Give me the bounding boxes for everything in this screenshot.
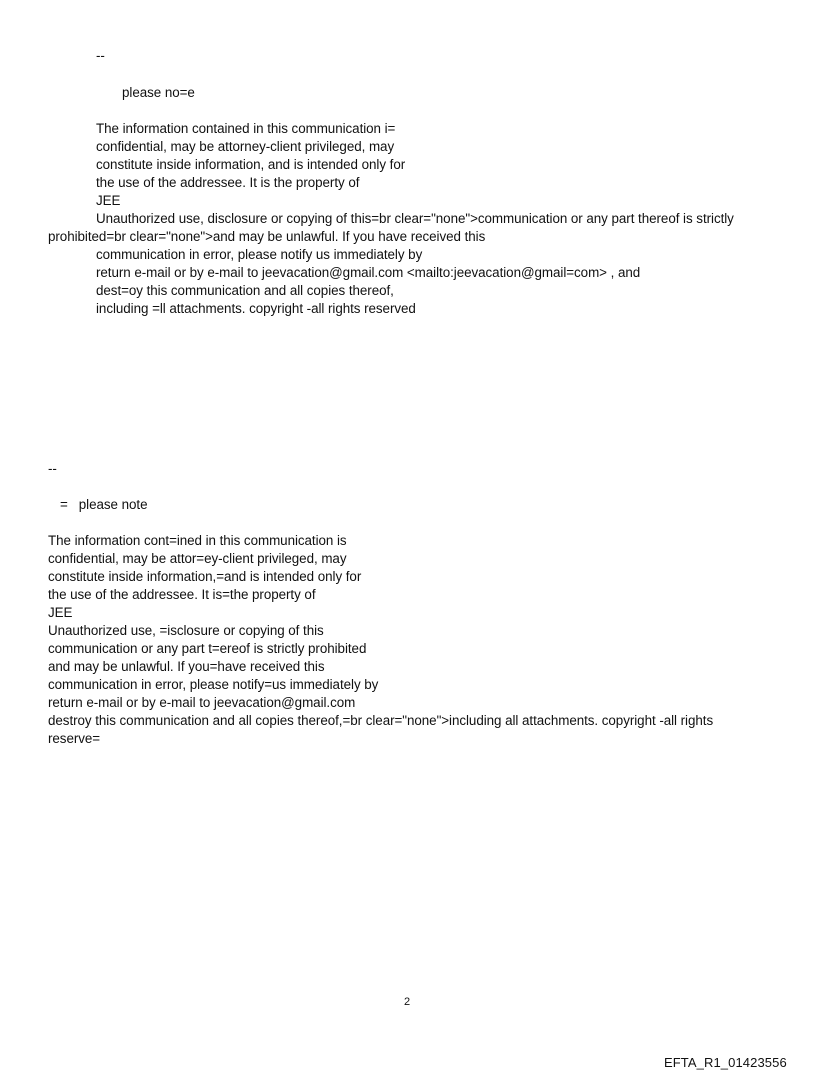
disclaimer-line: destroy this communication and all copies thereof,=br clear="none">including all attachments. copyright -all rights	[48, 713, 714, 728]
disclaimer-line: the use of the addressee. It is=the property of	[48, 587, 316, 602]
disclaimer-line: return e-mail or by e-mail to jeevacation@gmail.com <mailto:jeevacation@gmail=com> , and	[96, 265, 641, 280]
disclaimer-line: The information cont=ined in this communication is	[48, 533, 347, 548]
disclaimer-line: Unauthorized use, =isclosure or copying of this	[48, 623, 324, 638]
page-number: 2	[404, 996, 411, 1008]
disclaimer-line: The information contained in this communication i=	[96, 121, 396, 136]
disclaimer-line: including =ll attachments. copyright -all rights reserved	[96, 301, 416, 316]
disclaimer-line: JEE	[96, 193, 121, 208]
disclaimer-line: prohibited=br clear="none">and may be unlawful. If you have received this	[48, 229, 486, 244]
disclaimer-line: JEE	[48, 605, 73, 620]
disclaimer-line: dest=oy this communication and all copies thereof,	[96, 283, 394, 298]
disclaimer-line: communication in error, please notify us immediately by	[96, 247, 423, 262]
disclaimer-line: Unauthorized use, disclosure or copying of this=br clear="none">communication or any part thereof is strictly	[96, 211, 734, 226]
disclaimer-line: the use of the addressee. It is the property of	[96, 175, 360, 190]
disclaimer-line: constitute inside information,=and is intended only for	[48, 569, 362, 584]
note-heading: = please note	[60, 497, 148, 512]
disclaimer-line: and may be unlawful. If you=have received this	[48, 659, 325, 674]
disclaimer-line: return e-mail or by e-mail to jeevacation@gmail.com	[48, 695, 356, 710]
disclaimer-line: confidential, may be attor=ey-client privileged, may	[48, 551, 347, 566]
separator-dashes: --	[48, 461, 57, 476]
disclaimer-line: reserve=	[48, 731, 101, 746]
disclaimer-line: confidential, may be attorney-client privileged, may	[96, 139, 395, 154]
note-heading: please no=e	[122, 85, 195, 100]
disclaimer-line: communication in error, please notify=us immediately by	[48, 677, 379, 692]
disclaimer-line: constitute inside information, and is intended only for	[96, 157, 406, 172]
disclaimer-line: communication or any part t=ereof is strictly prohibited	[48, 641, 367, 656]
document-id: EFTA_R1_01423556	[664, 1055, 787, 1070]
separator-dashes: --	[96, 48, 105, 63]
